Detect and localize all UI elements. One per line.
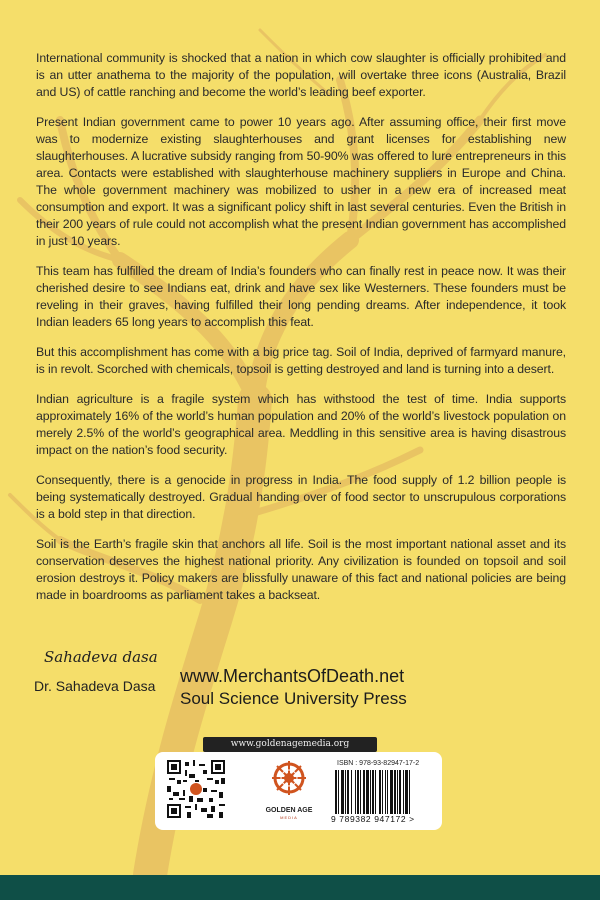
paragraph: This team has fulfilled the dream of India’s founders who can finally rest in peace now. It was their cherished desire to see Indians eat, drink and have sex like Westerners. These founders must be reveling in their graves, having fulfilled their long pending dreams. After independence, it took Indian leaders 65 long years to accomplish this feat. [36,264,566,329]
barcode-panel [155,752,442,830]
handwritten-signature: Sahadeva dasa [44,648,158,666]
paragraph: International community is shocked that a nation in which cow slaughter is officially prohibited and is an utter anathema to the majority of the population, will overtake three icons (Australia, Brazil and US) of cattle ranching and become the world’s leading beef exporter. [36,51,566,99]
website-url: www.MerchantsOfDeath.net [180,666,405,686]
publisher-name: GOLDEN AGE [265,807,313,814]
paragraph: But this accomplishment has come with a big price tag. Soil of India, deprived of farmyard manure, is in revolt. Scorched with chemicals, topsoil is getting destroyed and land is turning into a desert. [36,345,566,376]
author-signature [34,648,158,694]
footer-band [0,875,600,900]
paragraph: Indian agriculture is a fragile system which has withstood the test of time. India supports approximately 16% of the world’s human population and 20% of the world’s livestock population on merely 2.5% of the world’s geographical area. Meddling in this sensitive area is having disastrous impact on the nation’s food security. [36,392,566,457]
press-name: Soul Science University Press [180,689,407,708]
publisher-url: www.goldenagemedia.org [203,737,377,752]
publisher-sub: MEDIA [280,815,298,820]
publisher-logo [263,758,315,824]
isbn-label: ISBN : 978-93-82947-17-2 [337,760,420,767]
paragraph: Soil is the Earth’s fragile skin that anchors all life. Soil is the most important national asset and its conservation deserves the highest national priority. Any civilization is founded on topsoil and soil erosion destroys it. Policy makers are blissfully unaware of this fact and national policies are being made in boardrooms as parliament takes a backseat. [36,537,566,602]
golden-age-logo-icon [269,758,309,802]
qr-code-icon [167,760,225,818]
author-name: Dr. Sahadeva Dasa [34,678,156,694]
barcode-digits: 9 789382 947172 > [331,814,415,824]
barcode-icon [335,770,433,814]
paragraph: Consequently, there is a genocide in progress in India. The food supply of 1.2 billion people is being systematically destroyed. Gradual handing over of food sector to unscrupulous corporations is a bold step in that direction. [36,473,566,521]
paragraph: Present Indian government came to power 10 years ago. After assuming office, their first move was to modernize existing slaughterhouses and grant licenses for establishing new slaughterhouses. A lucrative subsidy ranging from 50-90% was offered to lure entrepreneurs in this area. Contacts were established with slaughterhouse machinery suppliers in Europe and China. The whole government machinery was mobilized to usher in a new era of increased meat consumption and export. It was a significant policy shift in last several centuries. Even the British in their 200 years of rule could not accomplish what the present Indian government has accomplished in just 10 years. [36,115,566,248]
website-block [180,665,407,711]
back-cover-text [36,50,566,617]
